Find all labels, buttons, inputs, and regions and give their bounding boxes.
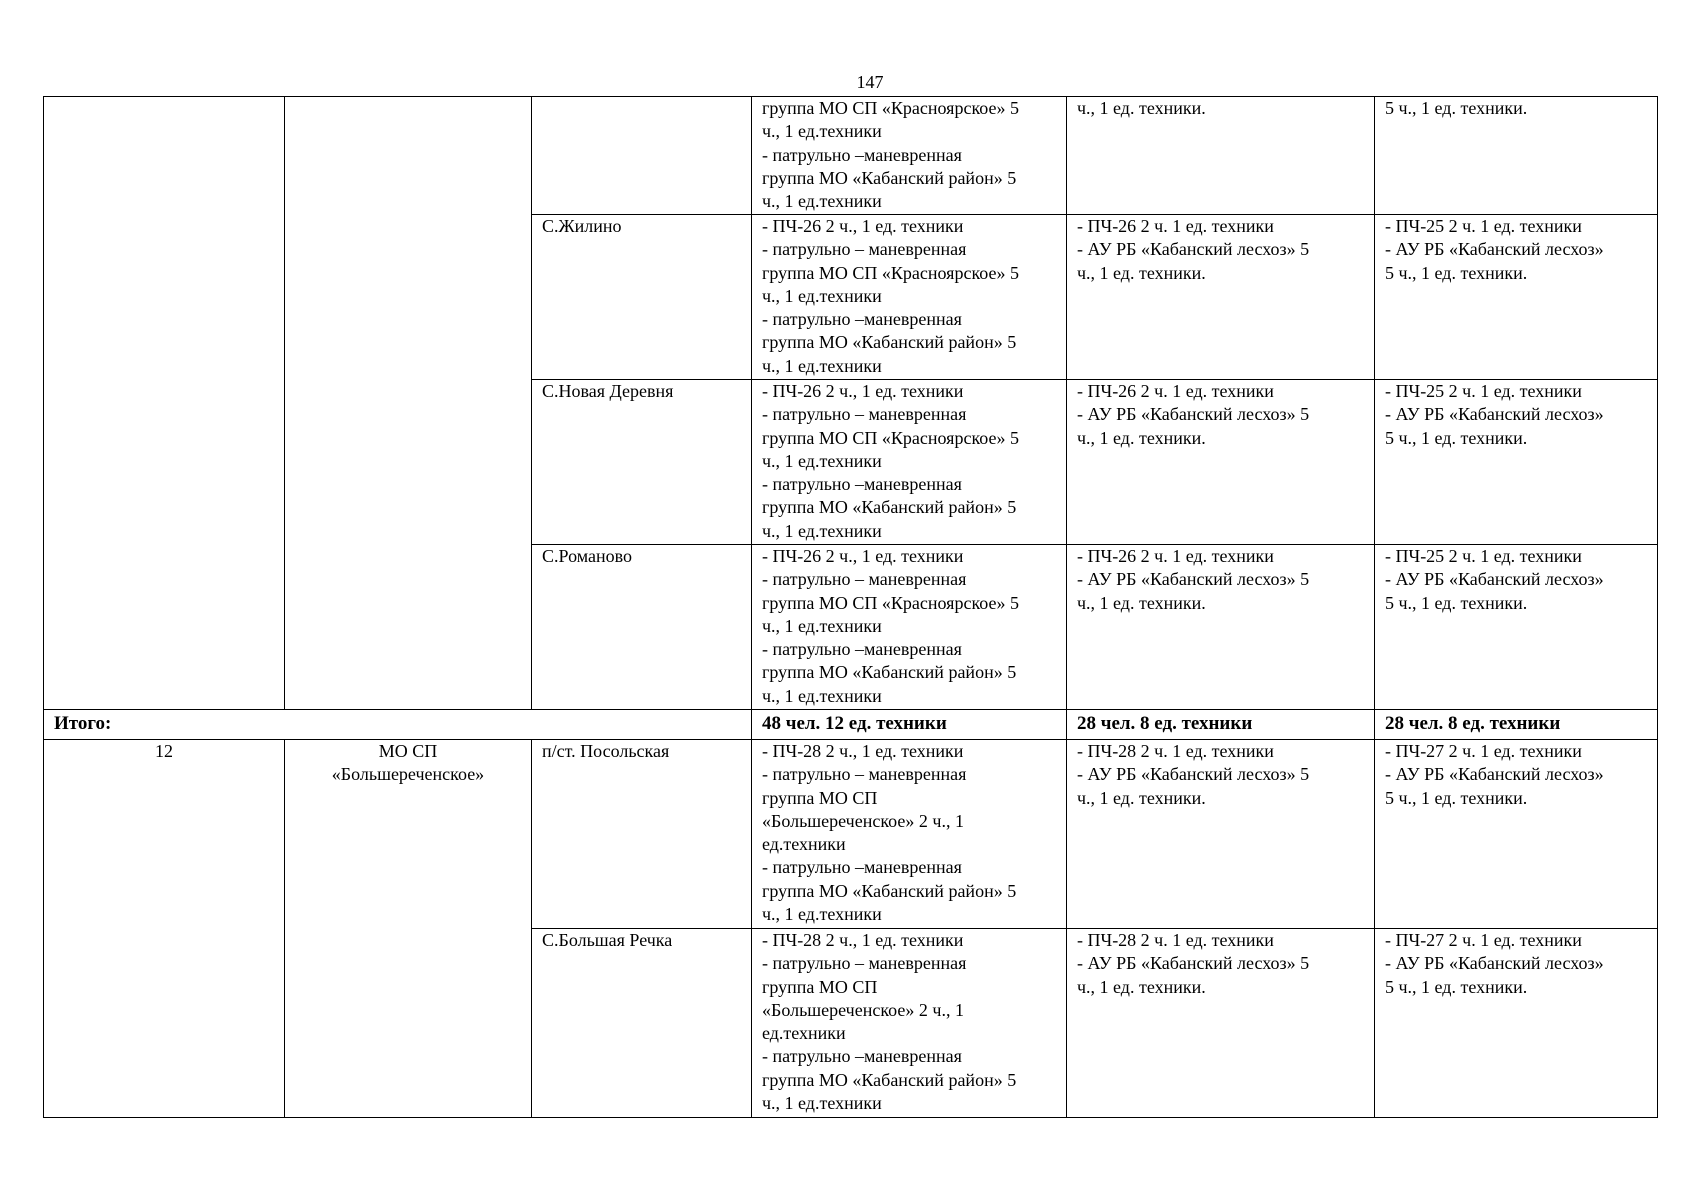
cell-line: - патрульно –маневренная: [762, 1046, 962, 1067]
cell-line: - ПЧ-25 2 ч. 1 ед. техники: [1385, 216, 1582, 236]
cell-line: 5 ч., 1 ед. техники.: [1385, 592, 1528, 613]
cell-line: - ПЧ-27 2 ч. 1 ед. техники: [1385, 930, 1582, 950]
cell-line: - АУ РБ «Кабанский лесхоз»: [1385, 239, 1604, 260]
cell-line: - ПЧ-28 2 ч. 1 ед. техники: [1077, 741, 1274, 761]
table-row-total: [44, 710, 1658, 740]
cell-line: - ПЧ-25 2 ч. 1 ед. техники: [1385, 546, 1582, 566]
cell-line: - АУ РБ «Кабанский лесхоз» 5: [1077, 404, 1310, 425]
cell-line: группа МО «Кабанский район» 5: [762, 880, 1017, 901]
cell-mo: [285, 740, 532, 1118]
cell-forces-2: [1067, 929, 1375, 1118]
cell-line: ч., 1 ед. техники.: [1077, 976, 1206, 997]
cell-line: - ПЧ-27 2 ч. 1 ед. техники: [1385, 741, 1582, 761]
cell-forces-3: [1375, 545, 1658, 710]
cell-forces-1: [752, 545, 1067, 710]
page-number: 147: [856, 72, 884, 92]
cell-line: ед.техники: [762, 834, 846, 855]
cell-forces-2: [1067, 740, 1375, 929]
cell-forces-1: [752, 740, 1067, 929]
cell-line: - ПЧ-28 2 ч., 1 ед. техники: [762, 741, 964, 761]
cell-line: - АУ РБ «Кабанский лесхоз» 5: [1077, 239, 1310, 260]
cell-forces-1: [752, 380, 1067, 545]
cell-line: - ПЧ-26 2 ч. 1 ед. техники: [1077, 381, 1274, 401]
cell-line: ч., 1 ед. техники.: [1077, 592, 1206, 613]
cell-line: - патрульно –маневренная: [762, 639, 962, 660]
total-forces-3: 28 чел. 8 ед. техники: [1375, 710, 1658, 740]
cell-line: ч., 1 ед.техники: [762, 1093, 882, 1114]
cell-line: «Большереченское» 2 ч., 1: [762, 999, 964, 1020]
cell-line: ч., 1 ед.техники: [762, 520, 882, 541]
cell-place: С.Жилино: [532, 215, 752, 380]
total-forces-2: 28 чел. 8 ед. техники: [1067, 710, 1375, 740]
resources-table: [43, 96, 1658, 1118]
cell-line: - патрульно –маневренная: [762, 474, 962, 495]
total-forces-1: 48 чел. 12 ед. техники: [752, 710, 1067, 740]
cell-line: группа МО СП «Красноярское» 5: [762, 592, 1019, 613]
cell-line: - АУ РБ «Кабанский лесхоз»: [1385, 569, 1604, 590]
cell-line: - ПЧ-26 2 ч., 1 ед. техники: [762, 546, 964, 566]
cell-line: группа МО СП: [762, 787, 878, 808]
total-label: Итого:: [44, 710, 752, 740]
cell-line: ч., 1 ед.техники: [762, 450, 882, 471]
cell-line: - ПЧ-28 2 ч., 1 ед. техники: [762, 930, 964, 950]
cell-line: 5 ч., 1 ед. техники.: [1385, 262, 1528, 283]
cell-forces-2: [1067, 545, 1375, 710]
cell-line: - ПЧ-28 2 ч. 1 ед. техники: [1077, 930, 1274, 950]
cell-line: - ПЧ-25 2 ч. 1 ед. техники: [1385, 381, 1582, 401]
cell-place: С.Романово: [532, 545, 752, 710]
cell-line: - патрульно –маневренная: [762, 309, 962, 330]
cell-number-merged: [44, 97, 285, 710]
cell-line: ч., 1 ед.техники: [762, 355, 882, 376]
cell-line: - АУ РБ «Кабанский лесхоз» 5: [1077, 569, 1310, 590]
cell-line: ч., 1 ед.техники: [762, 685, 882, 706]
cell-line: - АУ РБ «Кабанский лесхоз» 5: [1077, 764, 1310, 785]
cell-line: группа МО «Кабанский район» 5: [762, 497, 1017, 518]
cell-line: 5 ч., 1 ед. техники.: [1385, 98, 1528, 118]
cell-line: группа МО СП: [762, 976, 878, 997]
cell-line: группа МО СП «Красноярское» 5: [762, 98, 1019, 118]
cell-number: 12: [44, 740, 285, 1118]
cell-line: «Большереченское» 2 ч., 1: [762, 810, 964, 831]
cell-place: [532, 97, 752, 215]
cell-line: 5 ч., 1 ед. техники.: [1385, 787, 1528, 808]
cell-forces-1: [752, 215, 1067, 380]
cell-line: «Большереченское»: [331, 764, 485, 785]
cell-line: ч., 1 ед. техники.: [1077, 262, 1206, 283]
cell-place: С.Большая Речка: [532, 929, 752, 1118]
cell-mo-merged: [285, 97, 532, 710]
cell-line: ч., 1 ед. техники.: [1077, 98, 1206, 118]
cell-line: группа МО «Кабанский район» 5: [762, 1069, 1017, 1090]
cell-line: ч., 1 ед.техники: [762, 191, 882, 212]
cell-line: группа МО «Кабанский район» 5: [762, 332, 1017, 353]
cell-line: группа МО СП «Красноярское» 5: [762, 427, 1019, 448]
table-row-continued: [44, 97, 1658, 215]
cell-line: - ПЧ-26 2 ч., 1 ед. техники: [762, 381, 964, 401]
cell-forces-3: [1375, 929, 1658, 1118]
cell-forces-3: [1375, 380, 1658, 545]
cell-line: - патрульно –маневренная: [762, 857, 962, 878]
table-row-posolskaya: [44, 740, 1658, 929]
cell-forces-1: [752, 929, 1067, 1118]
cell-line: ч., 1 ед.техники: [762, 615, 882, 636]
cell-line: - АУ РБ «Кабанский лесхоз»: [1385, 953, 1604, 974]
cell-forces-3: [1375, 740, 1658, 929]
cell-line: МО СП: [378, 741, 438, 761]
cell-line: группа МО «Кабанский район» 5: [762, 662, 1017, 683]
cell-place: п/ст. Посольская: [532, 740, 752, 929]
cell-forces-2: [1067, 215, 1375, 380]
cell-line: - патрульно – маневренная: [762, 764, 967, 785]
cell-line: группа МО «Кабанский район» 5: [762, 167, 1017, 188]
cell-line: - патрульно – маневренная: [762, 239, 967, 260]
cell-line: 5 ч., 1 ед. техники.: [1385, 427, 1528, 448]
cell-forces-2: [1067, 97, 1375, 215]
cell-line: ч., 1 ед. техники.: [1077, 427, 1206, 448]
cell-forces-1: [752, 97, 1067, 215]
cell-line: - ПЧ-26 2 ч. 1 ед. техники: [1077, 546, 1274, 566]
cell-line: ч., 1 ед.техники: [762, 285, 882, 306]
cell-line: ч., 1 ед.техники: [762, 121, 882, 142]
cell-line: 5 ч., 1 ед. техники.: [1385, 976, 1528, 997]
cell-line: - ПЧ-26 2 ч., 1 ед. техники: [762, 216, 964, 236]
cell-line: - АУ РБ «Кабанский лесхоз»: [1385, 404, 1604, 425]
cell-line: - патрульно – маневренная: [762, 953, 967, 974]
cell-line: - АУ РБ «Кабанский лесхоз»: [1385, 764, 1604, 785]
cell-line: - ПЧ-26 2 ч. 1 ед. техники: [1077, 216, 1274, 236]
cell-forces-3: [1375, 215, 1658, 380]
cell-line: группа МО СП «Красноярское» 5: [762, 262, 1019, 283]
cell-line: ч., 1 ед. техники.: [1077, 787, 1206, 808]
cell-place: С.Новая Деревня: [532, 380, 752, 545]
cell-line: ч., 1 ед.техники: [762, 904, 882, 925]
cell-line: - АУ РБ «Кабанский лесхоз» 5: [1077, 953, 1310, 974]
cell-line: - патрульно – маневренная: [762, 569, 967, 590]
cell-line: ед.техники: [762, 1023, 846, 1044]
cell-line: - патрульно –маневренная: [762, 144, 962, 165]
cell-forces-3: [1375, 97, 1658, 215]
cell-line: - патрульно – маневренная: [762, 404, 967, 425]
cell-forces-2: [1067, 380, 1375, 545]
